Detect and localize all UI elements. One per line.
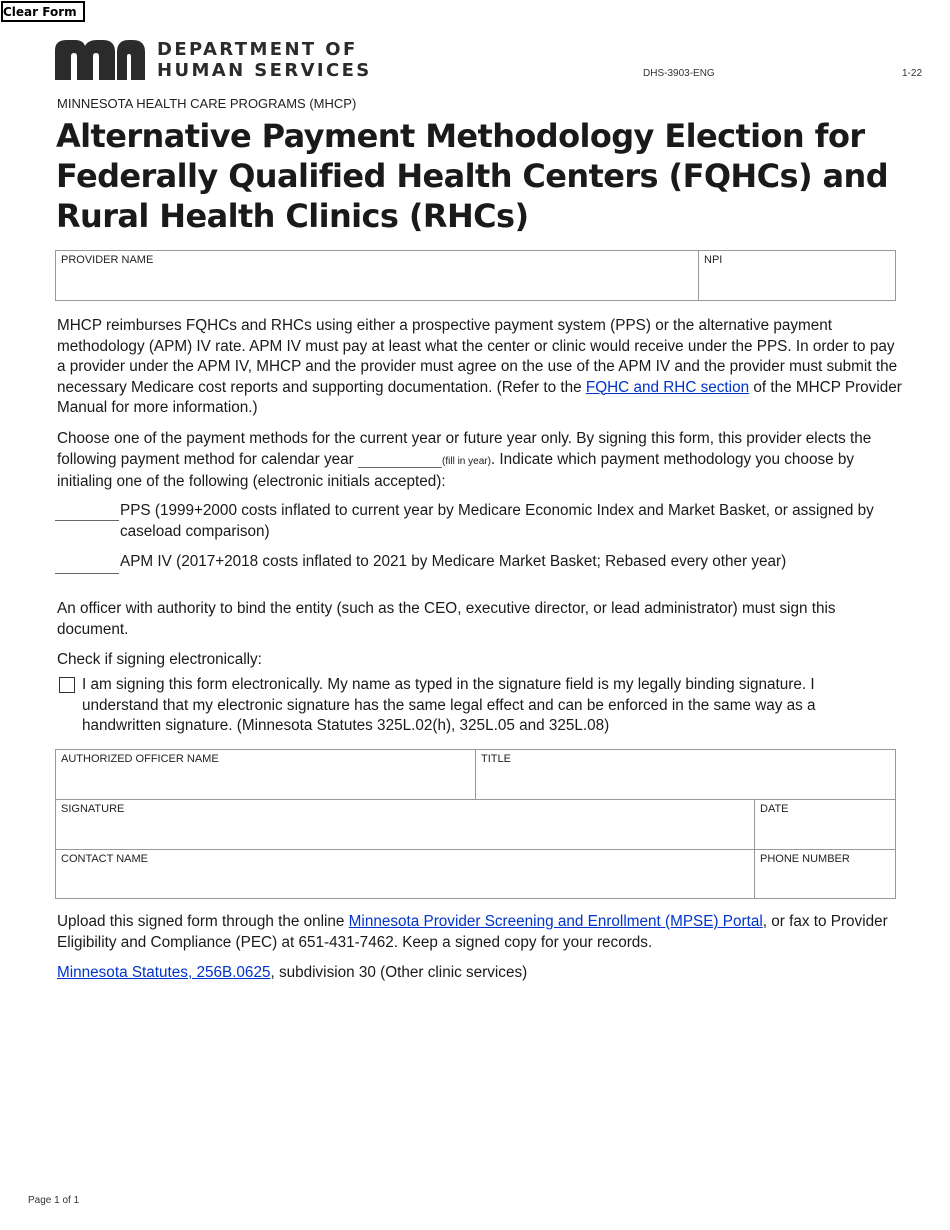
date-cell	[755, 800, 896, 850]
form-number: DHS-3903-ENG	[643, 68, 715, 79]
election-paragraph	[57, 429, 902, 493]
signature-label: SIGNATURE	[61, 803, 125, 815]
esign-statement: I am signing this form electronically. My name as typed in the signature field is my legally binding signature. I understand that my electronic signature has the same legal effect and can be enforced in the same way as a handwritten signature. (Minnesota Statutes 325L.02(h), 325L.05 and 325L.08)	[82, 676, 816, 734]
upload-text-end: , or fax to Provider Eligibility and Compliance (PEC) at 651-431-7462. Keep a signed copy for your records.	[57, 913, 888, 951]
officer-name-label: AUTHORIZED OFFICER NAME	[61, 753, 219, 765]
intro-paragraph	[57, 316, 902, 419]
page-title: Alternative Payment Methodology Election for Federally Qualified Health Centers (FQHCs) and Rural Health Clinics (RHCs)	[56, 117, 888, 235]
phone-input[interactable]	[760, 870, 890, 894]
officer-paragraph: An officer with authority to bind the entity (such as the CEO, executive director, or lead administrator) must sign this document.	[57, 600, 836, 638]
apm-iv-option-text: APM IV (2017+2018 costs inflated to 2021 by Medicare Market Basket; Rebased every other year)	[120, 553, 787, 570]
fqhc-rhc-section-link[interactable]: FQHC and RHC section	[585, 378, 750, 396]
statute-link[interactable]: Minnesota Statutes, 256B.0625	[57, 964, 271, 981]
intro-text-end: of the MHCP Provider Manual for more information.)	[57, 378, 902, 416]
contact-name-cell	[56, 850, 755, 899]
provider-info-table	[55, 250, 896, 301]
pps-option-text: PPS (1999+2000 costs inflated to current year by Medicare Economic Index and Market Basket, or assigned by caseload comparison)	[120, 502, 874, 540]
title-label: TITLE	[481, 753, 511, 765]
clear-form-button[interactable]: Clear Form	[1, 1, 85, 22]
date-input[interactable]	[760, 820, 890, 844]
election-text-end: . Indicate which payment methodology you choose by initialing one of the following (electronic initials accepted):	[57, 450, 855, 490]
agency-name-line1: DEPARTMENT OF	[157, 39, 358, 60]
signature-input[interactable]	[61, 820, 749, 844]
esign-checkbox[interactable]	[59, 677, 75, 693]
contact-name-label: CONTACT NAME	[61, 853, 148, 865]
dhs-logo	[55, 40, 375, 84]
apm-iv-initials-input[interactable]	[55, 555, 119, 574]
npi-cell	[699, 251, 896, 301]
esign-heading: Check if signing electronically:	[57, 651, 262, 668]
title-input[interactable]	[481, 770, 890, 794]
pps-initials-input[interactable]	[55, 502, 119, 521]
provider-name-cell	[56, 251, 699, 301]
title-cell	[476, 750, 896, 800]
statute-paragraph	[57, 963, 902, 984]
program-name: MINNESOTA HEALTH CARE PROGRAMS (MHCP)	[57, 96, 357, 111]
provider-name-label: PROVIDER NAME	[61, 254, 154, 266]
phone-cell	[755, 850, 896, 899]
mn-logo-icon	[55, 40, 147, 80]
statute-text: , subdivision 30 (Other clinic services)	[270, 964, 528, 981]
contact-name-input[interactable]	[61, 870, 749, 894]
fill-in-year-hint: (fill in year)	[442, 455, 491, 467]
officer-name-input[interactable]	[61, 770, 470, 794]
provider-name-input[interactable]	[61, 271, 693, 295]
intro-text: MHCP reimburses FQHCs and RHCs using either a prospective payment system (PPS) or the alternative payment methodology (APM) IV rate. APM IV must pay at least what the center or clinic would receive under the PPS. In order to pay a provider under the APM IV, MHCP and the provider must agree on the use of the APM IV and the provider must submit the necessary Medicare cost reports and supporting documentation. (Refer to the	[57, 317, 898, 396]
revision-date: 1-22	[902, 68, 923, 79]
upload-text: Upload this signed form through the online	[57, 913, 349, 930]
page-number: Page 1 of 1	[28, 1195, 80, 1206]
agency-name-line2: HUMAN SERVICES	[157, 60, 372, 81]
signature-cell	[56, 800, 755, 850]
officer-name-cell	[56, 750, 476, 800]
date-label: DATE	[760, 803, 789, 815]
npi-label: NPI	[704, 254, 723, 266]
npi-input[interactable]	[704, 271, 890, 295]
election-text: Choose one of the payment methods for the current year or future year only. By signing this form, this provider elects the following payment method for calendar year	[57, 430, 872, 468]
calendar-year-input[interactable]	[358, 451, 442, 468]
phone-label: PHONE NUMBER	[760, 853, 850, 865]
signature-table	[55, 749, 896, 899]
mpse-portal-link[interactable]: Minnesota Provider Screening and Enrollment (MPSE) Portal	[348, 913, 763, 930]
upload-paragraph	[57, 912, 902, 953]
